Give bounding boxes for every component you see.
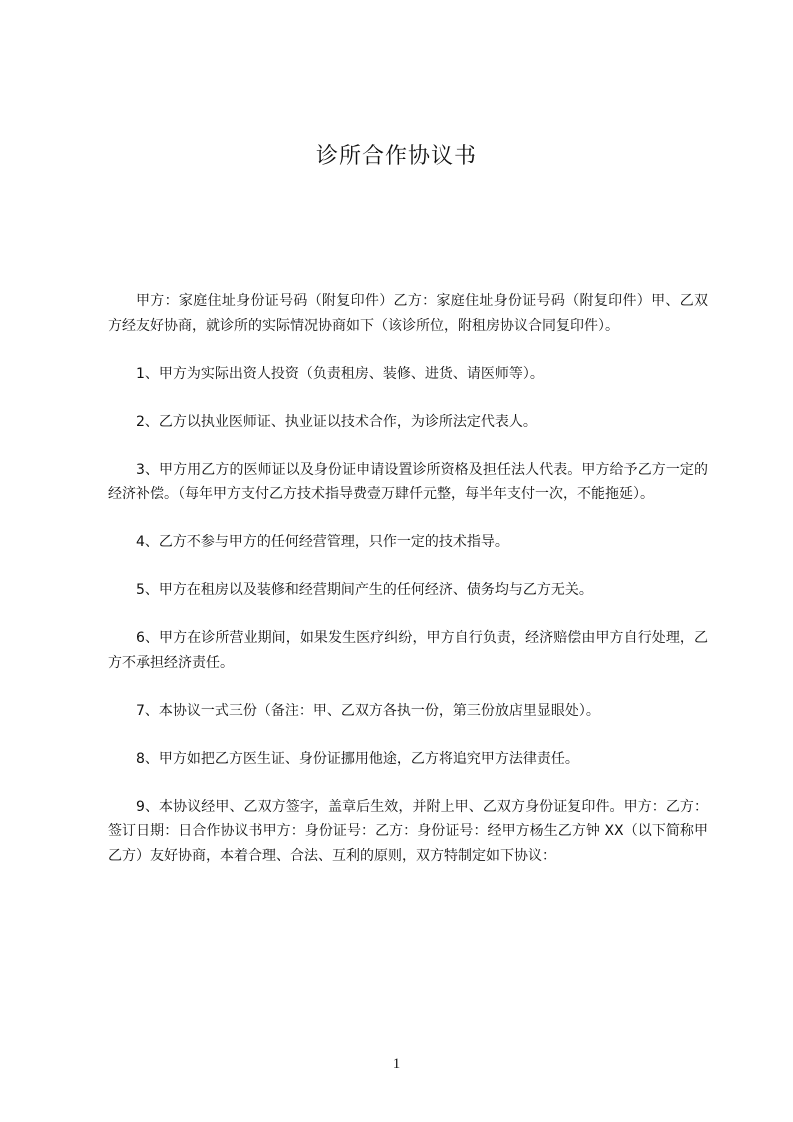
document-title: 诊所合作协议书: [315, 144, 477, 169]
clause-7: 7、本协议一式三份（备注：甲、乙双方各执一份，第三份放店里显眼处）。: [136, 702, 600, 719]
page-number: 1: [392, 1056, 401, 1072]
paragraph-parties: 甲方：家庭住址身份证号码（附复印件）乙方：家庭住址身份证号码（附复印件）甲、乙双方经友好协商，就诊所的实际情况协商如下（该诊所位，附租房协议合同复印件）。: [108, 293, 708, 334]
clause-6: 6、甲方在诊所营业期间，如果发生医疗纠纷，甲方自行负责，经济赔偿由甲方自行处理，乙方不承担经济责任。: [108, 630, 708, 671]
clause-5: 5、甲方在租房以及装修和经营期间产生的任何经济、债务均与乙方无关。: [136, 582, 593, 599]
document-body: [108, 289, 708, 868]
clause-9: 9、本协议经甲、乙双方签字，盖章后生效，并附上甲、乙双方身份证复印件。甲方：乙方：签订日期：日合作协议书甲方：身份证号：乙方：身份证号：经甲方杨生乙方钟 XX（以下简称甲乙方）友好协商，本着合理、合法、互利的原则，双方特制定如下协议：: [108, 798, 708, 864]
clause-3: 3、甲方用乙方的医师证以及身份证申请设置诊所资格及担任法人代表。甲方给予乙方一定的经济补偿。（每年甲方支付乙方技术指导费壹万肆仟元整，每半年支付一次，不能拖延）。: [108, 461, 708, 503]
clause-2: 2、乙方以执业医师证、执业证以技术合作，为诊所法定代表人。: [136, 413, 537, 430]
clause-4: 4、乙方不参与甲方的任何经营管理，只作一定的技术指导。: [136, 534, 509, 551]
clause-1: 1、甲方为实际出资人投资（负责租房、装修、进货、请医师等）。: [136, 365, 544, 382]
clause-8: 8、甲方如把乙方医生证、身份证挪用他途，乙方将追究甲方法律责任。: [136, 750, 579, 767]
